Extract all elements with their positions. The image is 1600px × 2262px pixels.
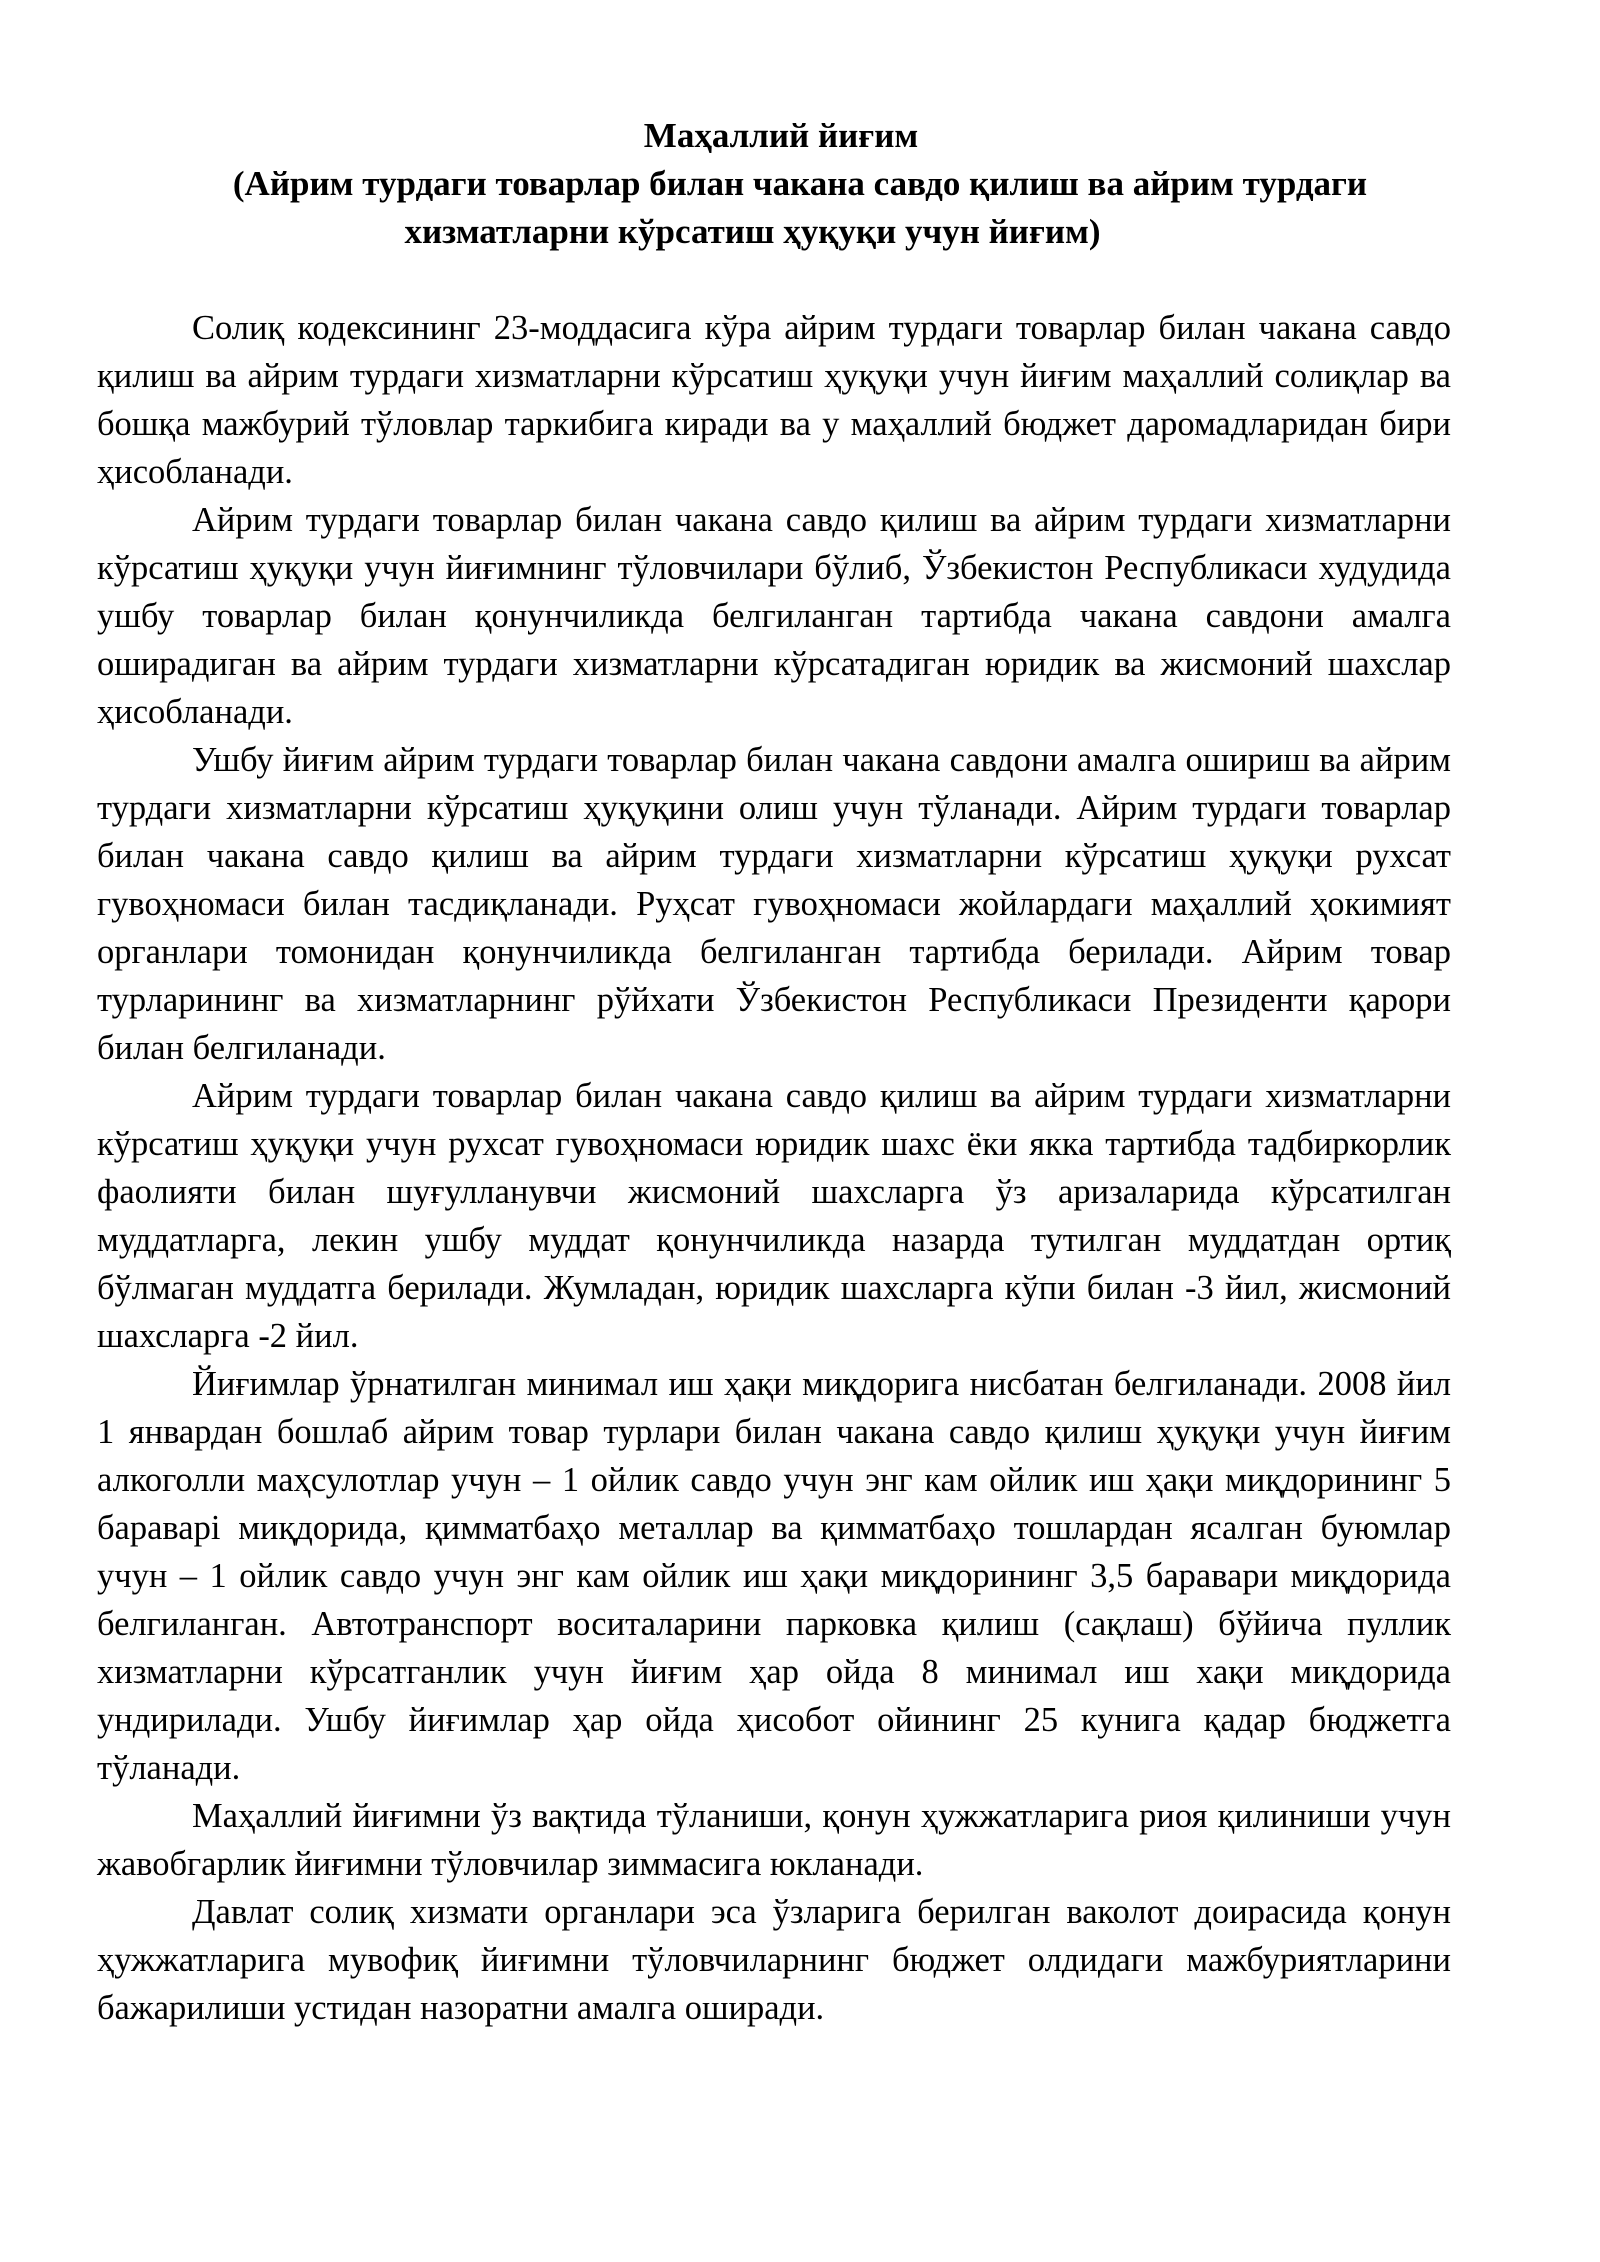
title-line-3: хизматларни кўрсатиш ҳуқуқи учун йиғим) bbox=[404, 212, 1101, 251]
paragraph-5: Йиғимлар ўрнатилган минимал иш ҳақи миқдорига нисбатан белгиланади. 2008 йил 1 январдан бошлаб айрим товар турлари билан чакана савдо қилиш ҳуқуқи учун йиғим алкоголли маҳсулотлар учун – 1 ойлик савдо учун энг кам ойлик иш ҳақи миқдорининг 5 бараварi миқдорида, қимматбаҳо металлар ва қимматбаҳо тошлардан ясалган буюмлар учун – 1 ойлик савдо учун энг кам ойлик иш ҳақи миқдорининг 3,5 баравари миқдорида белгиланган. Автотранспорт воситаларини парковка қилиш (сақлаш) бўйича пуллик хизматларни кўрсатганлик учун йиғим ҳар ойда 8 минимал иш хақи миқдорида ундирилади. Ушбу йиғимлар ҳар ойда ҳисобот ойининг 25 кунига қадар бюджетга тўланади. bbox=[97, 1365, 1451, 1787]
paragraph-4: Айрим турдаги товарлар билан чакана савдо қилиш ва айрим турдаги хизматларни кўрсатиш ҳуқуқи учун рухсат гувоҳномаси юридик шахс ёки якка тартибда тадбиркорлик фаолияти билан шуғулланувчи жисмоний шахсларга ўз аризаларида кўрсатилган муддатларга, лекин ушбу муддат қонунчиликда назарда тутилган муддатдан ортиқ бўлмаган муддатга берилади. Жумладан, юридик шахсларга кўпи билан -3 йил, жисмоний шахсларга -2 йил. bbox=[97, 1077, 1451, 1355]
paragraph-7: Давлат солиқ хизмати органлари эса ўзларига берилган ваколот доирасида қонун ҳужжатларига мувофиқ йиғимни тўловчиларнинг бюджет олдидаги мажбуриятларини бажарилиши устидан назоратни амалга оширади. bbox=[97, 1893, 1451, 2027]
document-body bbox=[97, 304, 1451, 2032]
title-line-2: (Айрим турдаги товарлар билан чакана савдо қилиш ва айрим турдаги bbox=[232, 164, 1368, 203]
paragraph-1: Солиқ кодексининг 23-моддасига кўра айрим турдаги товарлар билан чакана савдо қилиш ва айрим турдаги хизматларни кўрсатиш ҳуқуқи учун йиғим маҳаллий солиқлар ва бошқа мажбурий тўловлар таркибига киради ва у маҳаллий бюджет даромадларидан бири ҳисобланади. bbox=[97, 309, 1451, 491]
title-line-1: Маҳаллий йиғим bbox=[643, 116, 919, 155]
paragraph-2: Айрим турдаги товарлар билан чакана савдо қилиш ва айрим турдаги хизматларни кўрсатиш ҳуқуқи учун йиғимнинг тўловчилари бўлиб, Ўзбекистон Республикаси худудида ушбу товарлар билан қонунчиликда белгиланган тартибда чакана савдони амалга оширадиган ва айрим турдаги хизматларни кўрсатадиган юридик ва жисмоний шахслар ҳисобланади. bbox=[97, 501, 1451, 731]
paragraph-3: Ушбу йиғим айрим турдаги товарлар билан чакана савдони амалга ошириш ва айрим турдаги хизматларни кўрсатиш ҳуқуқини олиш учун тўланади. Айрим турдаги товарлар билан чакана савдо қилиш ва айрим турдаги хизматларни кўрсатиш ҳуқуқи рухсат гувоҳномаси билан тасдиқланади. Руҳсат гувоҳномаси жойлардаги маҳаллий ҳокимият органлари томонидан қонунчиликда белгиланган тартибда берилади. Айрим товар турларининг ва хизматларнинг рўйхати Ўзбекистон Республикаси Президенти қарори билан белгиланади. bbox=[97, 741, 1451, 1067]
paragraph-6: Маҳаллий йиғимни ўз вақтида тўланиши, қонун ҳужжатларига риоя қилиниши учун жавобгарлик йиғимни тўловчилар зиммасига юкланади. bbox=[97, 1797, 1451, 1883]
